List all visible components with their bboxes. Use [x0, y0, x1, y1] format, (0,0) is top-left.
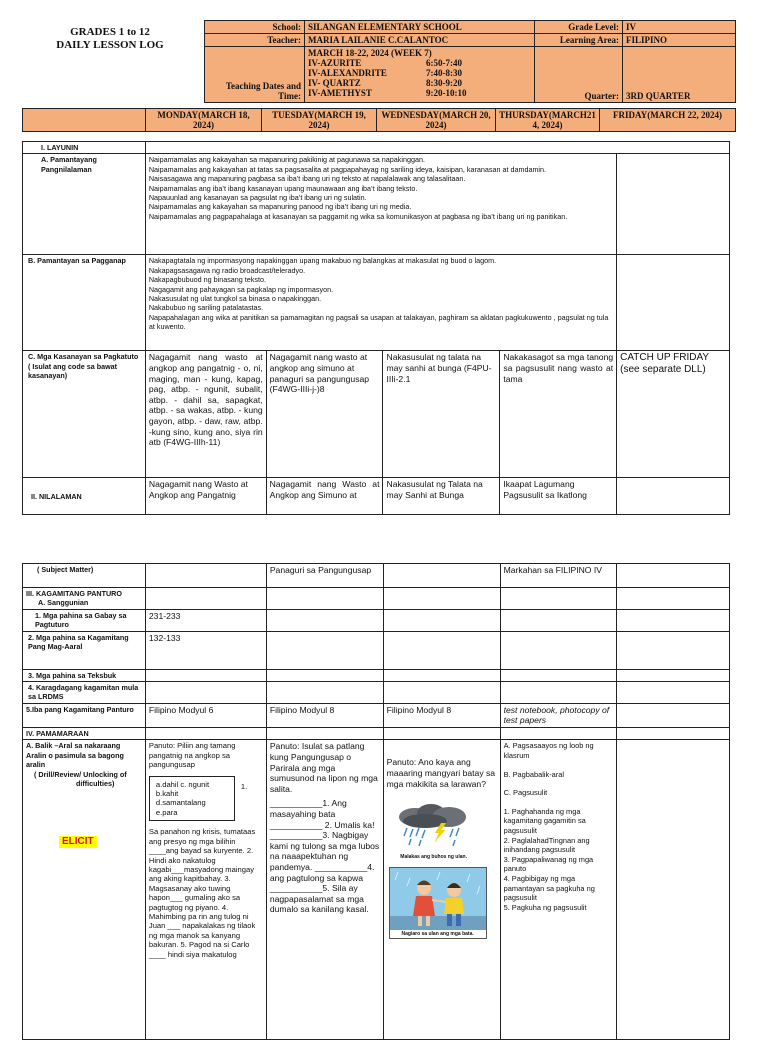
materials-table [22, 563, 730, 1040]
grade-label: Grade Level: [535, 21, 623, 34]
section-time: 7:40-8:30 [426, 68, 462, 78]
section-time: 9:20-10:10 [426, 88, 467, 98]
section-name: IV- QUARTZ [308, 78, 361, 88]
kasanayan-thursday: Nakakasagot sa mga tanong sa pagsusulit nang wasto at tama [500, 351, 617, 478]
performance-line: Napapahalagan ang wika at panitikan sa pamamagitan ng pagsali sa usapan at talakayan, paghiram sa aklatan pagkukuwento , pagsulat ng tula at kuwento. [148, 312, 609, 332]
choice-item: d.samantalang [155, 798, 206, 808]
section-row [308, 78, 531, 88]
section-time: 8:30-9:20 [426, 78, 462, 88]
day-header-row [22, 108, 736, 132]
balik-aral-wednesday: Panuto: Ano kaya ang maaaring mangyari batay sa mga makikita sa larawan? Malakas ang buhos ng ulan. Nagiaro sa ulan ang mga bata. [383, 740, 500, 1040]
section-schedule [308, 58, 531, 98]
section-name: IV-AMETHYST [308, 88, 372, 98]
balik-aral-tuesday: Panuto: Isulat sa patlang kung Pangungusap o Parirala ang mga sumusunod na lipon ng mga salita. ___________1. Ang masayahing bata ___________ 2. Umalis ka! ___________3. Nagbigay kami ng tulong sa mga lubos na naaapektuhan ng pandemya. ___________4. ang pagtulong sa kapwa ___________5. Sila ay nagpapasalamat sa mga dumalo sa kanilang kasal. [266, 740, 383, 1040]
day-header-blank [23, 109, 146, 132]
layunin-label: I. LAYUNIN [23, 142, 146, 154]
nilalaman-label: II. NILALAMAN [23, 478, 146, 515]
dll-title [20, 26, 200, 52]
nilalaman-wednesday: Nakasusulat ng Talata na may Sanhi at Bunga [383, 478, 500, 515]
thursday-step: A. Pagsasaayos ng loob ng klasrum [503, 741, 594, 761]
kagamitan-monday: Filipino Modyul 6 [145, 703, 266, 727]
dates-label: Teaching Dates and Time: [205, 47, 305, 103]
rain-picture [391, 803, 477, 863]
thursday-step: 1. Paghahanda ng mga kagamitang gagamitin sa pagsusulit [503, 806, 586, 835]
section-time: 6:50-7:40 [426, 58, 462, 68]
kagamitang-mag-aaral-label: 2. Mga pahina sa Kagamitang Pang Mag-Aaral [23, 631, 146, 669]
iba-pang-kagamitan-label: 5.Iba pang Kagamitang Panturo [23, 703, 146, 727]
day-header-5: FRIDAY(MARCH 22, 2024) [600, 109, 736, 132]
monday-questions: Sa panahon ng krisis, tumataas ang presyo ng mga bilihin ____ang bayad sa kuryente. 2. Hindi ako nakatulog kagabi___masyadong maingay ang aking kapitbahay. 3. Magsasanay ako tuwing hapon___ gumaling ako sa pagtugtog ng piyano. 4. Mahimbing pa rin ang tulog ni Juan ___ napakalakas ng tilaok ng mga manok sa kanyang bakuran. 5. Pagod na si Carlo ____ hindi siya makatulog [148, 827, 256, 959]
quarter-label: Quarter: [535, 47, 623, 103]
standard-line: Napauunlad ang kasanayan sa pagsulat ng iba’t ibang uri ng sulatin. [148, 193, 367, 203]
day-header-3: WEDNESDAY(MARCH 20, 2024) [377, 109, 496, 132]
title-line2: DAILY LESSON LOG [56, 39, 164, 51]
standard-line: Naipamamalas ang kakayahan at tatas sa pagsasalita at pagpapahayag ng sariling ideya, kaisipan, karanasan at damdamin. [148, 164, 547, 174]
standard-line: Naipamamalas ang kakayahan sa mapanuring pakikinig at pagunawa sa napakinggan. [148, 155, 425, 165]
children-rain-picture [389, 867, 487, 939]
day-header-1: MONDAY(MARCH 18, 2024) [146, 109, 262, 132]
school-label: School: [205, 21, 305, 34]
teacher-value: MARIA LAILANIE C.CALANTOC [305, 34, 535, 47]
section-row [308, 58, 531, 68]
thursday-step: C. Pagsusulit [503, 788, 548, 798]
pamantayang-pangnilalaman-content [145, 154, 616, 255]
section-row [308, 88, 531, 98]
day-header-4: THURSDAY(MARCH21 4, 2024) [496, 109, 600, 132]
elicit-label: ELICIT [59, 836, 97, 847]
quarter-value: 3RD QUARTER [623, 47, 736, 103]
standard-line: Naisasagawa ang mapanuring pagbasa sa iba’t ibang uri ng teksto at napalalawak ang talasalitaan. [148, 174, 466, 184]
thursday-step: 5. Pagkuha ng pagsusulit [503, 902, 587, 912]
area-label: Learning Area: [535, 34, 623, 47]
kasanayan-tuesday: Nagagamit nang wasto at angkop ang simuno at panaguri sa pangungusap (F4WG-IIIi-j-)8 [266, 351, 383, 478]
gabay-label: 1. Mga pahina sa Gabay sa Pagtuturo [23, 609, 146, 631]
subject-matter-label: ( Subject Matter) [23, 564, 146, 588]
balik-aral-label: A. Balik –Aral sa nakaraang Aralin o pasimula sa bagong aralin ( Drill/Review/ Unlocking of difficulties) ELICIT [23, 740, 146, 1040]
performance-line: Nakapagtatala ng impormasyong napakinggan upang makabuo ng balangkas at makasulat ng buod o lagom. [148, 256, 497, 266]
performance-line: Nakapagsasagawa ng radio broadcast/teleradyo. [148, 265, 306, 275]
section-row [308, 68, 531, 78]
school-value: SILANGAN ELEMENTARY SCHOOL [305, 21, 535, 34]
kagamitan-tuesday: Filipino Modyul 8 [266, 703, 383, 727]
kasanayan-friday: CATCH UP FRIDAY (see separate DLL) [617, 351, 730, 478]
rain-caption: Malakas ang buhos ng ulan. [400, 853, 467, 860]
tuesday-questions: ___________1. Ang masayahing bata ___________ 2. Umalis ka! ___________3. Nagbigay kami ng tulong sa mga lubos na naaapektuhan ng pandemya. ___________4. ang pagtulong sa kapwa ___________5. Sila ay nagpapasalamat sa mga dumalo sa kanilang kasal. [269, 798, 380, 915]
performance-line: Nagagamit ang pahayagan sa pagkalap ng impormasyon. [148, 284, 334, 294]
subject-tuesday: Panaguri sa Pangungusap [266, 564, 383, 588]
performance-line: Nakasusulat ng ulat tungkol sa binasa o napakinggan. [148, 294, 322, 304]
teksbuk-label: 3. Mga pahina sa Teksbuk [23, 669, 146, 681]
choices-box [149, 776, 235, 822]
rain-cloud-icon [391, 803, 477, 851]
standard-line: Naipamamalas ang iba’t ibang kasanayan upang maunawaan ang iba’t ibang teksto. [148, 183, 418, 193]
choice-item: a.dahil c. ngunit [155, 779, 210, 789]
thursday-step: 3. Pagpapaliwanag ng mga panuto [503, 854, 594, 874]
kasanayan-monday: Nagagamit nang wasto at angkop ang pangatnig - o, ni, maging, man - kung, kapag, pag, atbp. - ngunit, subalit, atbp. - dahil sa, sapagkat, atbp. - sa wakas, atbp. - kung gayon, atbp. - daw, raw, atbp. -kung sino, kung ano, siya rin atb (F4WG-IIIh-11) [145, 351, 266, 478]
balik-aral-thursday [500, 740, 617, 1040]
nilalaman-monday: Nagagamit nang Wasto at Angkop ang Pangatnig [145, 478, 266, 515]
header-info-table [204, 20, 736, 103]
nilalaman-tuesday: Nagagamit nang Wasto at Angkop ang Simuno at [266, 478, 383, 515]
choice-item: b.kahit [155, 789, 179, 799]
balik-aral-monday: Panuto: Piliin ang tamang pangatnig na angkop sa pangungusap a.dahil c. ngunit b.kahit d.samantalang e.para 1. Sa panahon ng krisis, tumataas ang presyo ng mga bilihin ____ang bayad sa kuryente. 2. Hindi ako nakatulog kagabi___masyadong maingay ang aking kapitbahay. 3. Magsasanay ako tuwing hapon___ gumaling ako sa pagtugtog ng piyano. 4. Mahimbing pa rin ang tulog ni Juan ___ napakalakas ng tilaok ng mga manok sa kanyang bakuran. 5. Pagod na si Carlo ____ hindi siya makatulog [145, 740, 266, 1040]
pamantayang-pangnilalaman-label: A. Pamantayang Pangnilalaman [23, 154, 146, 255]
children-caption: Nagiaro sa ulan ang mga bata. [390, 930, 486, 938]
pamantayan-pagganap-content [145, 255, 616, 351]
pamantayan-pagganap-label: B. Pamantayan sa Pagganap [23, 255, 146, 351]
kasanayan-label: C. Mga Kasanayan sa Pagkatuto ( Isulat ang code sa bawat kasanayan) [23, 351, 146, 478]
kasanayan-wednesday: Nakasusulat ng talata na may sanhi at bunga (F4PU-IIIi-2.1 [383, 351, 500, 478]
subject-thursday: Markahan sa FILIPINO IV [500, 564, 617, 588]
dates-value: MARCH 18-22, 2024 (WEEK 7) IV-AZURITE 6:50-7:40 IV-ALEXANDRITE 7:40-8:30 IV- QUARTZ 8:30-9:20 IV-AMETHYST 9:20-10:10 [305, 47, 535, 103]
kagamitan-thursday: test notebook, photocopy of test papers [500, 703, 617, 727]
performance-line: Nakapagbubuod ng binasang teksto. [148, 275, 266, 285]
pamamaraan-label: IV. PAMAMARAAN [23, 728, 146, 740]
nilalaman-thursday: Ikaapat Lagumang Pagsusulit sa Ikatlong [500, 478, 617, 515]
day-header-2: TUESDAY(MARCH 19, 2024) [262, 109, 377, 132]
section-name: IV-ALEXANDRITE [308, 68, 387, 78]
title-line1: GRADES 1 to 12 [70, 26, 150, 38]
thursday-step: 4. Pagbibigay ng mga pamantayan sa pagkuha ng pagsusulit [503, 873, 595, 903]
standard-line: Naipamamalas ang kakayahan sa mapanuring panood ng iba’t ibang uri ng media. [148, 202, 412, 212]
kagamitang-mag-aaral-monday: 132-133 [145, 631, 266, 669]
area-value: FILIPINO [623, 34, 736, 47]
section-name: IV-AZURITE [308, 58, 362, 68]
performance-line: Nakabubuo ng sariling patalatastas. [148, 303, 264, 313]
lrdms-label: 4. Karagdagang kagamitan mula sa LRDMS [23, 682, 146, 704]
standard-line: Naipamamalas ang pagpapahalaga at kasanayan sa paggamit ng wika sa komunikasyon at pagbasa ng iba’t ibang uri ng panitikan. [148, 211, 568, 221]
kagamitang-panturo-label: III. KAGAMITANG PANTURO A. Sanggunian [23, 588, 146, 610]
kagamitan-wednesday: Filipino Modyul 8 [383, 703, 500, 727]
teacher-label: Teacher: [205, 34, 305, 47]
thursday-step: B. Pagbabalik-aral [503, 769, 564, 779]
grade-value: IV [623, 21, 736, 34]
choice-item: e.para [155, 807, 178, 817]
thursday-step: 2. PaglalahadTingnan ang inihandang pagsusulit [503, 835, 590, 855]
children-playing-icon [390, 868, 487, 932]
gabay-monday: 231-233 [145, 609, 266, 631]
objectives-table [22, 141, 730, 515]
